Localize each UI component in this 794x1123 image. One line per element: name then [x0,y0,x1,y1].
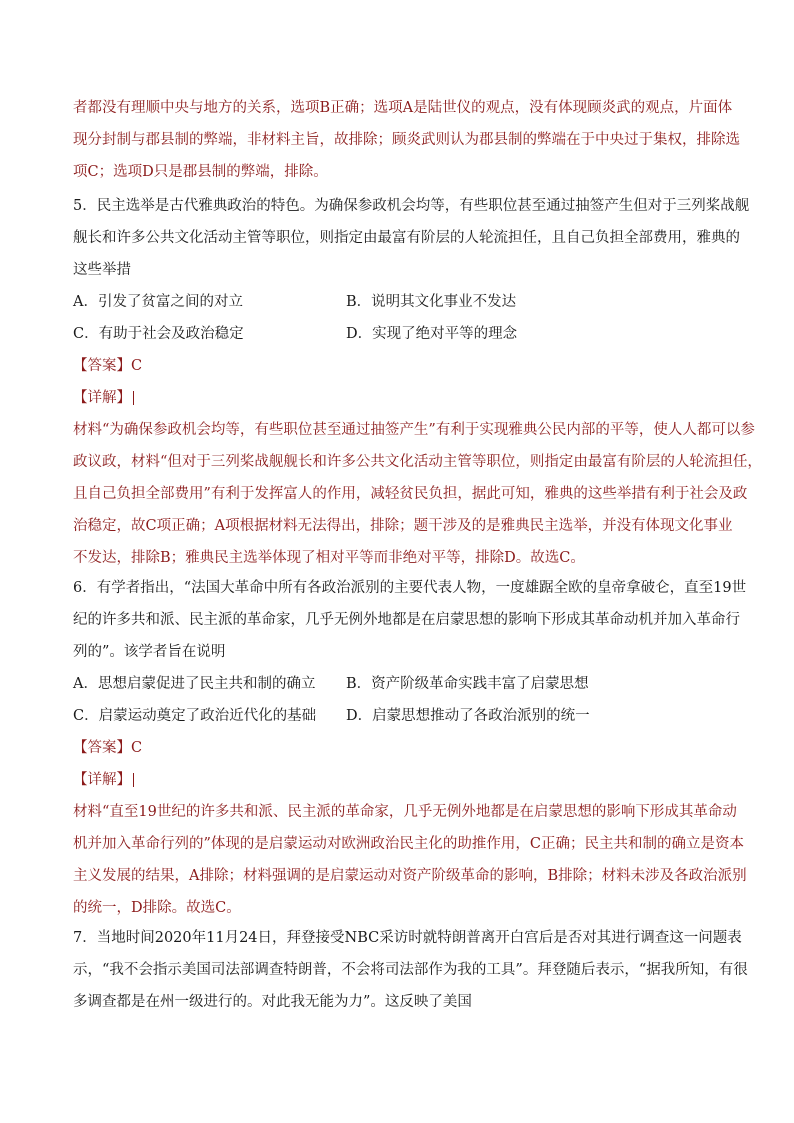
question-7-stem [73,922,748,1018]
explanation-line: 项C；选项D只是郡县制的弊端，排除。 [73,164,328,180]
question-5-options-row-2 [73,318,733,350]
detail-label-text: 【详解】 [73,390,131,406]
question-line: 5．民主选举是古代雅典政治的特色。为确保参政机会均等，有些职位甚至通过抽签产生但对于三列桨战舰 [73,198,750,214]
option-d: D．启蒙思想推动了各政治派别的统一 [346,708,590,724]
question-line: 列的”。该学者旨在说明 [73,644,226,660]
explanation-line: 且自己负担全部费用”有利于发挥富人的作用，减轻贫民负担，据此可知，雅典的这些举措有利于社会及政 [73,486,748,502]
question-line: 多调查都是在州一级进行的。对此我无能为力”。这反映了美国 [73,994,472,1010]
explanation-line: 主义发展的结果，A排除；材料强调的是启蒙运动对资产阶级革命的影响，B排除；材料未涉及各政治派别 [73,868,747,884]
option-a: A．思想启蒙促进了民主共和制的确立 [73,676,316,692]
text-cursor [133,773,134,787]
detail-label [73,764,134,796]
question-5-stem [73,190,750,286]
explanation-line: 材料“直至19世纪的许多共和派、民主派的革命家，几乎无例外地都是在启蒙思想的影响下形成其革命动 [73,804,737,820]
explanation-line: 政议政，材料“但对于三列桨战舰舰长和许多公共文化活动主管等职位，则指定由最富有阶层的人轮流担任， [73,454,762,470]
answer-label: 【答案】C [73,740,143,756]
question-6-options-row-2 [73,700,733,732]
question-line: 6．有学者指出，“法国大革命中所有各政治派别的主要代表人物，一度雄踞全欧的皇帝拿破仑，直至19世 [73,580,747,596]
question-line: 示，“我不会指示美国司法部调查特朗普，不会将司法部作为我的工具”。拜登随后表示，“据我所知，有很 [73,962,748,978]
question-6-options-row-1 [73,668,733,700]
option-a: A．引发了贫富之间的对立 [73,294,243,310]
explanation-line: 现分封制与郡县制的弊端，非材料主旨，故排除；顾炎武则认为郡县制的弊端在于中央过于集权，排除选 [73,132,740,148]
option-b: B．资产阶级革命实践丰富了启蒙思想 [346,676,589,692]
explanation-line: 者都没有理顺中央与地方的关系，选项B正确；选项A是陆世仪的观点，没有体现顾炎武的观点，片面体 [73,100,733,116]
option-c: C．有助于社会及政治稳定 [73,326,244,342]
detail-label [73,382,134,414]
explanation-line: 治稳定，故C项正确；A项根据材料无法得出，排除；题干涉及的是雅典民主选举，并没有体现文化事业 [73,518,733,534]
question-6-explanation [73,796,747,924]
question-6-stem [73,572,747,668]
question-line: 纪的许多共和派、民主派的革命家，几乎无例外地都是在启蒙思想的影响下形成其革命动机并加入革命行 [73,612,740,628]
explanation-line: 材料“为确保参政机会均等，有些职位甚至通过抽签产生”有利于实现雅典公民内部的平等，使人人都可以参 [73,422,755,438]
detail-label-text: 【详解】 [73,772,131,788]
option-b: B．说明其文化事业不发达 [346,294,517,310]
explanation-line: 机并加入革命行列的”体现的是启蒙运动对欧洲政治民主化的助推作用，C正确；民主共和制的确立是资本 [73,836,745,852]
question-line: 这些举措 [73,262,131,278]
option-c: C．启蒙运动奠定了政治近代化的基础 [73,708,317,724]
answer-label: 【答案】C [73,358,143,374]
text-cursor [133,391,134,405]
question-5-explanation [73,414,762,574]
explanation-line: 不发达，排除B；雅典民主选举体现了相对平等而非绝对平等，排除D。故选C。 [73,550,585,566]
explanation-line: 的统一，D排除。故选C。 [73,900,241,916]
question-line: 7．当地时间2020年11月24日，拜登接受NBC采访时就特朗普离开白宫后是否对其进行调查这一问题表 [73,930,742,946]
question-line: 舰长和许多公共文化活动主管等职位，则指定由最富有阶层的人轮流担任，且自己负担全部费用，雅典的 [73,230,740,246]
option-d: D．实现了绝对平等的理念 [346,326,518,342]
previous-explanation [73,92,740,188]
question-5-options-row-1 [73,286,733,318]
